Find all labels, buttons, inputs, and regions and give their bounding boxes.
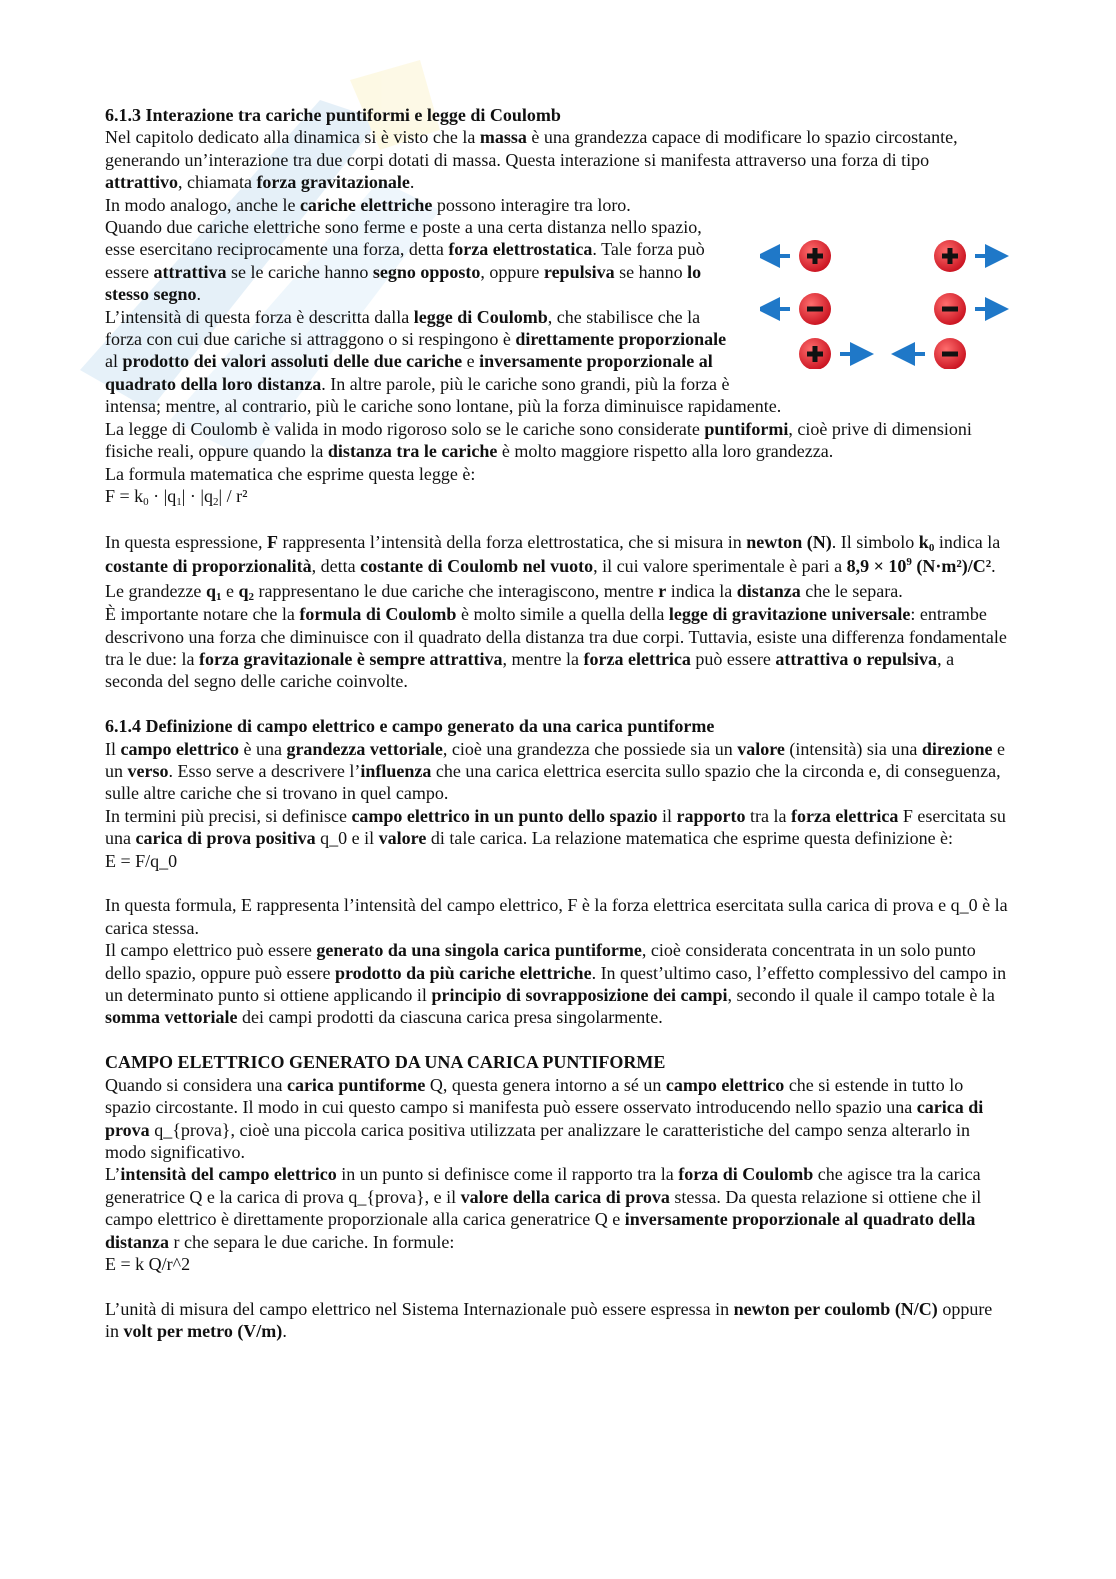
paragraph: L’intensità del campo elettrico in un punto si definisce come il rapporto tra la forza di Coulomb che agisce tra la carica generatrice Q e la carica di prova q_{prova}, e il valore della carica di prova stessa. Da questa relazione si ottiene che il campo elettrico è direttamente proporzionale alla carica generatrice Q e inversamente proporzionale al quadrato della distanza r che separa le due cariche. In formule:: [105, 1164, 982, 1252]
paragraph: La formula matematica che esprime questa legge è:: [105, 463, 476, 484]
paragraph: L’unità di misura del campo elettrico nel Sistema Internazionale può essere espressa in newton per coulomb (N/C) oppure in volt per metro (V/m).: [105, 1298, 993, 1342]
paragraph: L’intensità di questa forza è descritta dalla legge di Coulomb, che stabilisce che la forza con cui due cariche si attraggono o si respingono è direttamente proporzionale al prodotto dei valori assoluti delle due cariche e inversamente proporzionale al quadrato della loro distanza. In altre parole, più le cariche sono grandi, più la forza è intensa; mentre, al contrario, più le cariche sono lontane, più la forza diminuisce rapidamente.: [105, 306, 782, 417]
positive-charge-icon: [799, 240, 831, 272]
paragraph: In termini più precisi, si definisce campo elettrico in un punto dello spazio il rapporto tra la forza elettrica F esercitata su una carica di prova positiva q_0 e il valore di tale carica. La relazione matematica che esprime questa definizione è:: [105, 805, 1006, 849]
paragraph: La legge di Coulomb è valida in modo rigoroso solo se le cariche sono considerate puntiformi, cioè prive di dimensioni fisiche reali, oppure quando la distanza tra le cariche è molto maggiore rispetto alla loro grandezza.: [105, 418, 972, 462]
negative-charge-icon: [934, 338, 966, 369]
paragraph: È importante notare che la formula di Coulomb è molto simile a quella della legge di gravitazione universale: entrambe descrivono una forza che diminuisce con il quadrato della distanza tra due corpi. Tuttavia, esiste una differenza fondamentale tra le due: la forza gravitazionale è sempre attrattiva, mentre la forza elettrica può essere attrattiva o repulsiva, a seconda del segno delle cariche coinvolte.: [105, 604, 1007, 692]
paragraph: Il campo elettrico è una grandezza vettoriale, cioè una grandezza che possiede sia un valore (intensità) sia una direzione e un verso. Esso serve a descrivere l’influenza che una carica elettrica esercita sullo spazio che la circonda e, di conseguenza, sulle altre cariche che si trovano in quel campo.: [105, 738, 1006, 804]
paragraph: Quando due cariche elettriche sono ferme e poste a una certa distanza nello spazio, esse esercitano reciprocamente una forza, detta forza elettrostatica. Tale forza può essere attrattiva se le cariche hanno segno opposto, oppure repulsiva se hanno lo stesso segno.: [105, 217, 705, 305]
point-charge-field-formula: E = k Q/r^2: [105, 1253, 191, 1274]
section-title-campo-elettrico: CAMPO ELETTRICO GENERATO DA UNA CARICA PUNTIFORME: [105, 1052, 666, 1073]
charges-interaction-figure: [760, 234, 1010, 369]
positive-charge-icon: [934, 240, 966, 272]
coulomb-formula: $F = k_0 \cdot |q_1| \cdot |q_2| / r^2$: [105, 485, 248, 508]
document-page: [105, 104, 1010, 1343]
positive-charge-icon: [799, 338, 831, 369]
paragraph: Nel capitolo dedicato alla dinamica si è visto che la massa è una grandezza capace di modificare lo spazio circostante, generando un’interazione tra due corpi dotati di massa. Questa interazione si manifesta attraverso una forza di tipo attrattivo, chiamata forza gravitazionale.: [105, 127, 958, 193]
field-definition-formula: E = F/q_0: [105, 850, 178, 871]
negative-charge-icon: [799, 293, 831, 325]
paragraph: In questa formula, E rappresenta l’intensità del campo elettrico, F è la forza elettrica esercitata sulla carica di prova e q_0 è la carica stessa.: [105, 895, 1008, 938]
paragraph: Quando si considera una carica puntiforme Q, questa genera intorno a sé un campo elettrico che si estende in tutto lo spazio circostante. Il modo in cui questo campo si manifesta può essere osservato introducendo nello spazio una carica di prova q_{prova}, cioè una piccola carica positiva utilizzata per analizzare le caratteristiche del campo senza alterarlo in modo significativo.: [105, 1074, 984, 1162]
paragraph: In modo analogo, anche le cariche elettriche possono interagire tra loro.: [105, 194, 631, 215]
charges-diagram: [760, 234, 1010, 369]
section-title-6-1-4: 6.1.4 Definizione di campo elettrico e campo generato da una carica puntiforme: [105, 716, 715, 737]
section-title-6-1-3: 6.1.3 Interazione tra cariche puntiformi e legge di Coulomb: [105, 105, 561, 125]
negative-charge-icon: [934, 293, 966, 325]
paragraph: Il campo elettrico può essere generato da una singola carica puntiforme, cioè considerata concentrata in un solo punto dello spazio, oppure può essere prodotto da più cariche elettriche. In quest’ultimo caso, l’effetto complessivo del campo in un determinato punto si ottiene applicando il principio di sovrapposizione dei campi, secondo il quale il campo totale è la somma vettoriale dei campi prodotti da ciascuna carica presa singolarmente.: [105, 940, 1007, 1028]
paragraph: In questa espressione, F rappresenta l’intensità della forza elettrostatica, che si misura in newton (N). Il simbolo $k_0$ indica la costante di proporzionalità, detta costante di Coulomb nel vuoto, il cui valore sperimentale è pari a $8,9 \times 10^9$ (N·m²)/C². Le grandezze $q_1$ e $q_2$ rappresentano le due cariche che interagiscono, mentre r indica la distanza che le separa.: [105, 531, 1001, 603]
